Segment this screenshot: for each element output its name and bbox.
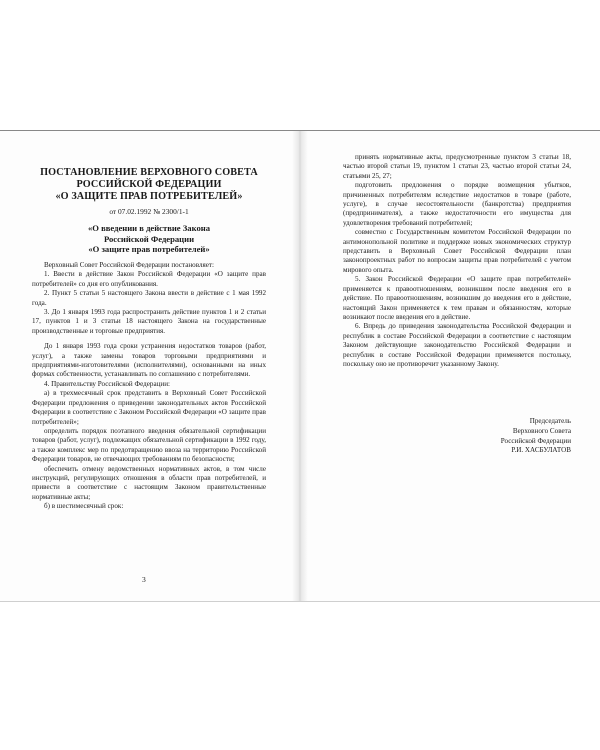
signature-name: Р.И. ХАСБУЛАТОВ (511, 446, 571, 455)
paragraph-4a: а) в трехмесячный срок представить в Верховный Совет Российской Федерации предложения о приведении законодательных актов Российской Федерации в соответствие с Законом Российской Федерации «О защите прав потребителей»; (32, 389, 266, 426)
page-number: 3 (142, 575, 146, 584)
subtitle-line: Российской Федерации (103, 233, 195, 244)
book-gutter (292, 131, 308, 601)
paragraph-1: 1. Ввести в действие Закон Российской Федерации «О защите прав потребителей» со дня его опубликования. (32, 270, 266, 288)
paragraph-4a-3: обеспечить отмену ведомственных нормативных актов, в том числе инструкций, регулирующих отношения в области прав потребителей, и привести в соответствие с настоящим Законом правительственные нормативные акты; (32, 464, 266, 501)
resolution-subtitle (32, 223, 266, 254)
paragraph-2: 2. Пункт 5 статьи 5 настоящего Закона ввести в действие с 1 мая 1992 года. (32, 289, 266, 307)
resolution-title (32, 167, 266, 203)
paragraph-4: 4. Правительству Российской Федерации: (44, 379, 170, 388)
subtitle-line: «О защите прав потребителей» (88, 243, 210, 254)
paragraph-4b: б) в шестимесячный срок: (44, 502, 124, 511)
paragraph-r3: совместно с Государственным комитетом Российской Федерации по антимонопольной политике и поддержке новых экономических структур представить в Верховный Совет Российской Федерации план законопроектных работ по вопросам защиты прав потребителей с учетом мирового опыта. (343, 228, 571, 274)
subtitle-line: «О введении в действие Закона (88, 223, 210, 234)
resolution-date: от 07.02.1992 № 2300/1-1 (109, 207, 189, 216)
paragraph-r1: принять нормативные акты, предусмотренные пунктом 3 статьи 18, частью второй статьи 19, пунктом 1 статьи 23, частью второй статьи 24, статьями 25, 27; (343, 153, 571, 180)
left-page (0, 131, 299, 601)
intro-paragraph: Верховный Совет Российской Федерации постановляет: (44, 261, 214, 270)
paragraph-5: 5. Закон Российской Федерации «О защите прав потребителей» применяется к правоотношениям, возникшим после введения его в действие. По правоотношениям, возникшим до введения его в действие, настоящий Закон применяется к тем правам и обязанностям, которые возникают после введения его в действие. (343, 275, 571, 321)
paragraph-4a-2: определить порядок поэтапного введения обязательной сертификации товаров (работ, услуг), подлежащих обязательной сертификации в 1992 году, а также комплекс мер по предотвращению ввоза на территорию Российской Федерации товаров, не отвечающих требованиям по безопасности; (32, 426, 266, 464)
book-spread (0, 130, 600, 602)
signature-line: Верховного Совета (512, 426, 571, 435)
paragraph-6: 6. Впредь до приведения законодательства Российской Федерации и республик в составе Российской Федерации в соответствие с настоящим Законом действующие законодательство Российской Федерации и республик в составе Российской Федерации применяется постольку, поскольку оно не противоречит указанному Закону. (343, 322, 571, 368)
right-page (301, 131, 600, 601)
signature-line: Российской Федерации (500, 436, 571, 445)
paragraph-r2: подготовить предложения о порядке возмещения убытков, причиненных потребителям вследствие недостатков в товаре (работе, услуге), в случае несостоятельности (банкротства) предприятия (предпринимателя), а также недостаточности его имущества для удовлетворения требований потребителей; (343, 181, 571, 227)
left-page-content (32, 163, 266, 512)
paragraph-3b: До 1 января 1993 года сроки устранения недостатков товаров (работ, услуг), а также замены товаров торговыми предприятиями и предприятиями-изготовителями (исполнителями), основанными на иных формах собственности, устанавливать по соглашению с потребителями. (32, 342, 266, 379)
title-line: ПОСТАНОВЛЕНИЕ ВЕРХОВНОГО СОВЕТА (40, 167, 258, 178)
signature-line: Председатель (529, 417, 571, 426)
right-page-content (343, 153, 571, 456)
title-line: «О ЗАЩИТЕ ПРАВ ПОТРЕБИТЕЛЕЙ» (55, 191, 243, 202)
paragraph-3: 3. До 1 января 1993 года распространить действие пунктов 1 и 2 статьи 17, пунктов 1 и 3 статьи 18 настоящего Закона на государственные производственные и торговые предприятия. (32, 308, 266, 335)
title-line: РОССИЙСКОЙ ФЕДЕРАЦИИ (76, 179, 222, 190)
signature-block (343, 417, 571, 455)
